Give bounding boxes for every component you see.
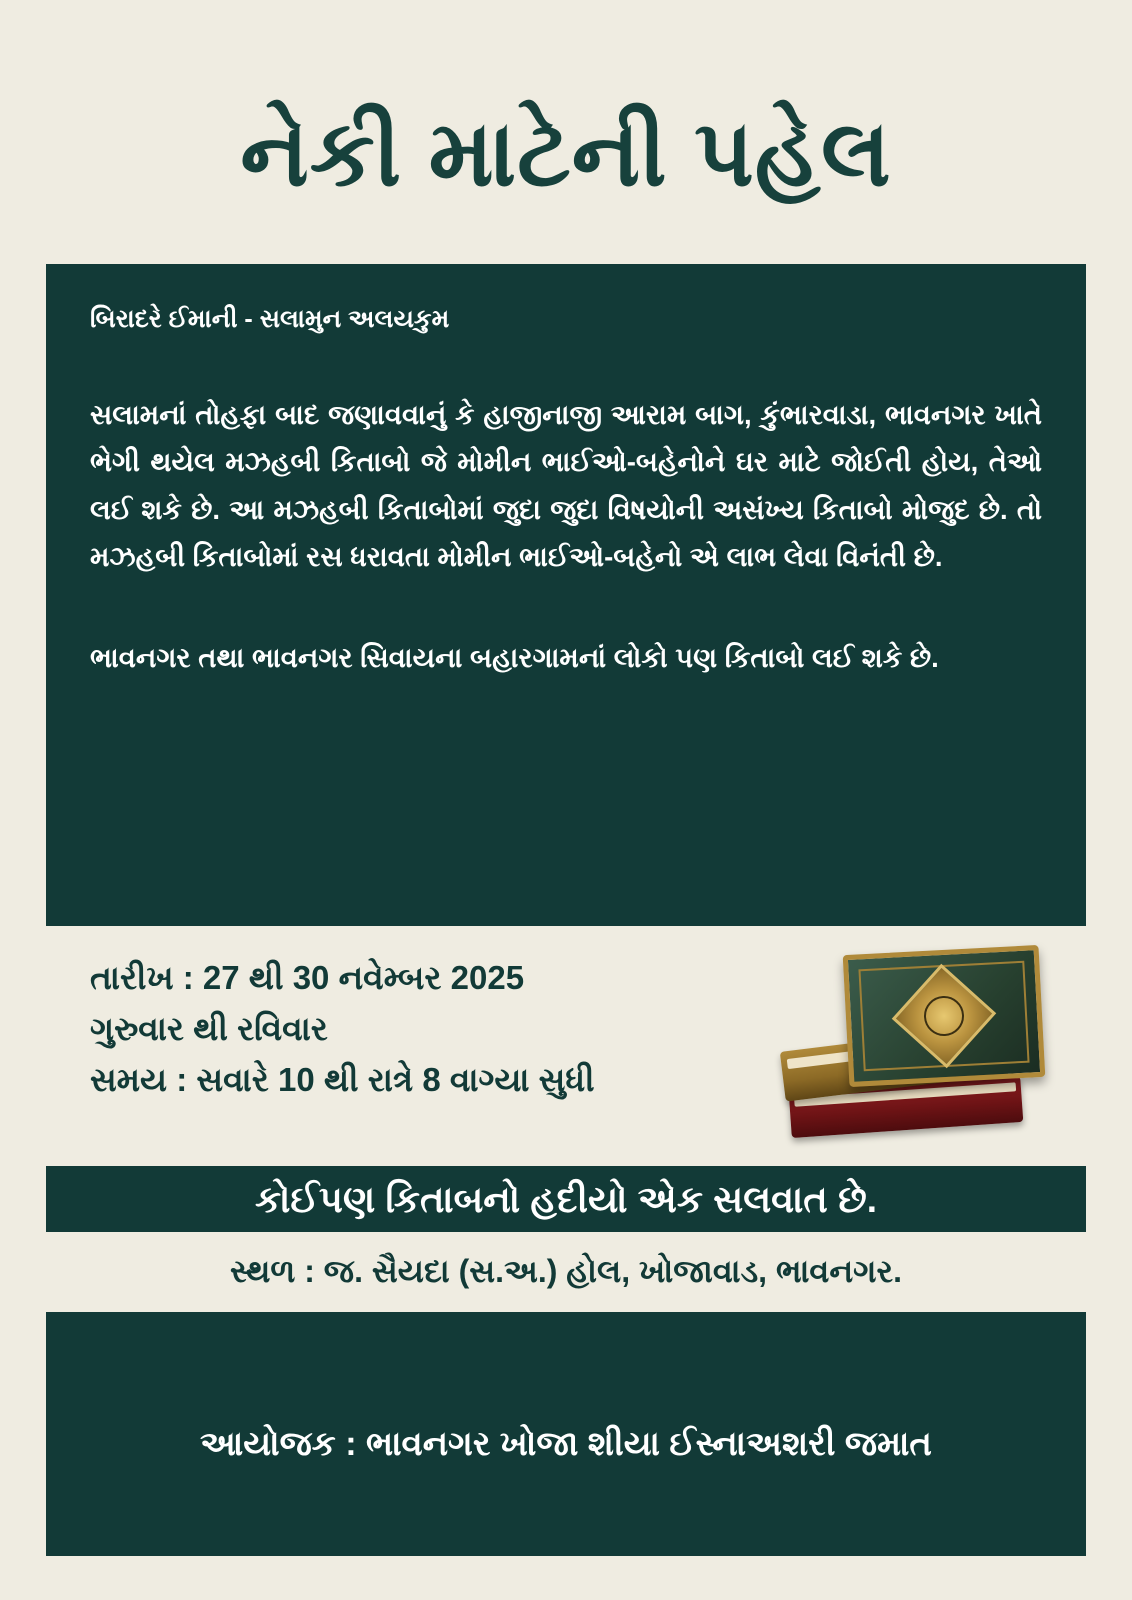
salutation-text: બિરાદરે ઈમાની - સલામુન અલયકુમ [90, 305, 450, 333]
day-line: ગુરુવાર થી રવિવાર [90, 1010, 328, 1048]
announcement-paragraph-2: ભાવનગર તથા ભાવનગર સિવાયના બહારગામનાં લોકો પણ કિતાબો લઈ શકે છે. [90, 642, 939, 674]
title-band [46, 44, 1086, 264]
organizer-text: આયોજક : ભાવનગર ખોજા શીયા ઈસ્નાઅશરી જમાત [200, 1424, 932, 1463]
venue-panel [46, 1232, 1086, 1312]
highlight-strip [46, 1166, 1086, 1232]
announcement-paragraph-1: સલામનાં તોહફા બાદ જણાવવાનું કે હાજીનાજી આરામ બાગ, કુંભારવાડા, ભાવનગર ખાતે ભેગી થયેલ મઝહબી કિતાબો જે મોમીન ભાઈઓ-બહેનોને ઘર માટે જોઈતી હોય, તેઓ લઈ શકે છે. આ મઝહબી કિતાબોમાં જુદા જુદા વિષયોની અસંખ્ય કિતાબો મોજુદ છે. તો મઝહબી કિતાબોમાં રસ ધરાવતા મોમીન ભાઈઓ-બહેનો એ લાભ લેવા વિનંતી છે. [90, 399, 1042, 572]
time-line: સમય : સવારે 10 થી રાત્રે 8 વાગ્યા સુધી [90, 1061, 595, 1099]
date-line: તારીખ : 27 થી 30 નવેમ્બર 2025 [90, 959, 525, 996]
venue-text: સ્થળ : જ. સૈયદા (સ.અ.) હોલ, ખોજાવાડ, ભાવનગર. [230, 1253, 902, 1289]
page-title: નેકી માટેની પહેલ [240, 102, 892, 205]
highlight-text: કોઈપણ કિતાબનો હદીયો એક સલવાત છે. [255, 1178, 877, 1220]
announcement-panel [46, 264, 1086, 926]
poster-frame [46, 44, 1086, 1556]
organizer-panel [46, 1312, 1086, 1556]
